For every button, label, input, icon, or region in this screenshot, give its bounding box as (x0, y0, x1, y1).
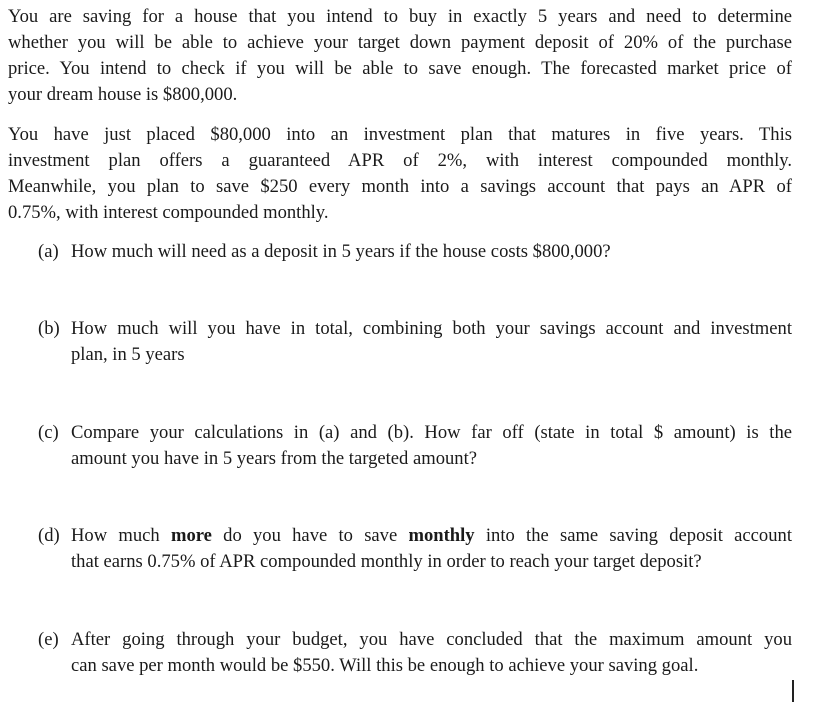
text-line: Meanwhile, you plan to save $250 every month into a savings account that pays an APR of (8, 176, 792, 197)
text-line: price. You intend to check if you will be able to save enough. The forecasted market price of (8, 58, 792, 79)
text-line: amount you have in 5 years from the targeted amount? (71, 448, 478, 469)
question-label: (e) (38, 629, 59, 650)
text-line: that earns 0.75% of APR compounded monthly in order to reach your target deposit? (71, 551, 702, 572)
question-label: (c) (38, 422, 59, 443)
text-run: How much (71, 525, 171, 546)
question-body (71, 420, 792, 472)
text-line: How much will need as a deposit in 5 years if the house costs $800,000? (71, 241, 611, 262)
text-line: You are saving for a house that you intend to buy in exactly 5 years and need to determine (8, 6, 792, 27)
text-line: How much will you have in total, combining both your savings account and investment (71, 318, 792, 339)
text-line: investment plan offers a guaranteed APR of 2%, with interest compounded monthly. (8, 150, 792, 171)
intro-paragraph-1 (8, 4, 792, 108)
text-run: into the same saving deposit account (474, 525, 792, 546)
text-line: Compare your calculations in (a) and (b). How far off (state in total $ amount) is the (71, 422, 792, 443)
text-line: whether you will be able to achieve your target down payment deposit of 20% of the purchase (8, 32, 792, 53)
text-line: plan, in 5 years (71, 344, 185, 365)
text-line: You have just placed $80,000 into an investment plan that matures in five years. This (8, 124, 792, 145)
question-body (71, 239, 792, 265)
text-cursor (792, 680, 794, 702)
question-label: (b) (38, 318, 60, 339)
text-line: 0.75%, with interest compounded monthly. (8, 202, 329, 223)
emphasis-more: more (170, 525, 212, 546)
intro-paragraph-2 (8, 122, 792, 226)
question-label: (d) (38, 525, 60, 546)
question-body (71, 627, 792, 679)
emphasis-monthly: monthly (408, 525, 475, 546)
question-body (71, 523, 792, 575)
question-label: (a) (38, 241, 59, 262)
text-run: do you have to save (211, 525, 409, 546)
text-line (71, 523, 792, 549)
text-line: your dream house is $800,000. (8, 84, 238, 105)
text-line: can save per month would be $550. Will this be enough to achieve your saving goal. (71, 655, 699, 676)
question-body (71, 316, 792, 368)
text-line: After going through your budget, you have concluded that the maximum amount you (71, 629, 792, 650)
